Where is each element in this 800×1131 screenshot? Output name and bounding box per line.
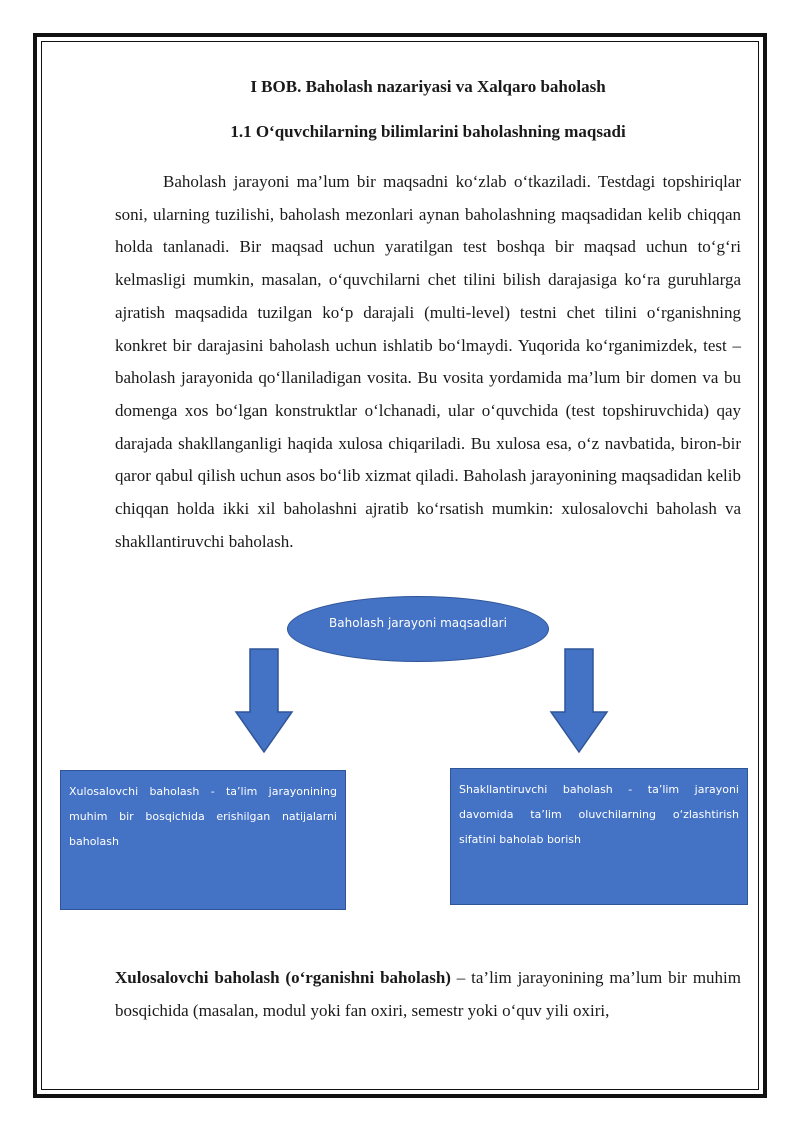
formative-assessment-box	[450, 768, 748, 905]
diagram-root-ellipse	[287, 596, 549, 662]
formative-assessment-text: Shakllantiruvchi baholash - ta’lim jarayoni davomida ta’lim oluvchilarning o‘zlashtirish sifatini baholab borish	[459, 783, 739, 846]
term-definition: – ta’lim jarayonining ma’lum bir muhim bosqichida (masalan, modul yoki fan oxiri, semestr yoki o‘quv yili oxiri,	[115, 968, 741, 1020]
term-bold: Xulosalovchi baholash (o‘rganishni baholash)	[115, 968, 451, 987]
summative-assessment-text: Xulosalovchi baholash - ta’lim jarayonining muhim bir bosqichida erishilgan natijalarni baholash	[69, 785, 337, 848]
body-paragraph-2	[115, 962, 741, 1027]
diagram-root-label: Baholash jarayoni maqsadlari	[329, 616, 507, 630]
arrow-down-left-icon	[234, 648, 294, 754]
summative-assessment-box	[60, 770, 346, 910]
section-heading: 1.1 O‘quvchilarning bilimlarini baholashning maqsadi	[230, 122, 626, 141]
arrow-down-right-icon	[549, 648, 609, 754]
body-paragraph: Baholash jarayoni ma’lum bir maqsadni ko‘zlab o‘tkaziladi. Testdagi topshiriqlar soni, ularning tuzilishi, baholash mezonlari aynan baholashning maqsadidan kelib chiqqan holda tanlanadi. Bir maqsad uchun yaratilgan test boshqa bir maqsad uchun to‘g‘ri kelmasligi mumkin, masalan, o‘quvchilarni chet tilini bilish darajasiga ko‘ra guruhlarga ajratish maqsadida tuzilgan ko‘p darajali (multi-level) testni chet tilini o‘rganishning konkret bir darajasini baholash uchun ishlatib bo‘lmaydi. Yuqorida ko‘rganimizdek, test – baholash jarayonida qo‘llaniladigan vosita. Bu vosita yordamida ma’lum bir domen va bu domenga xos bo‘lgan konstruktlar o‘lchanadi, ular o‘quvchida (test topshiruvchida) qay darajada shakllanganligi haqida xulosa chiqariladi. Bu xulosa esa, o‘z navbatida, biron-bir qaror qabul qilish uchun asos bo‘lib xizmat qiladi. Baholash jarayonining maqsadidan kelib chiqqan holda ikki xil baholashni ajratib ko‘rsatish mumkin: xulosalovchi baholash va shakllantiruvchi baholash.	[115, 172, 741, 551]
chapter-heading: I BOB. Baholash nazariyasi va Xalqaro baholash	[250, 77, 606, 96]
